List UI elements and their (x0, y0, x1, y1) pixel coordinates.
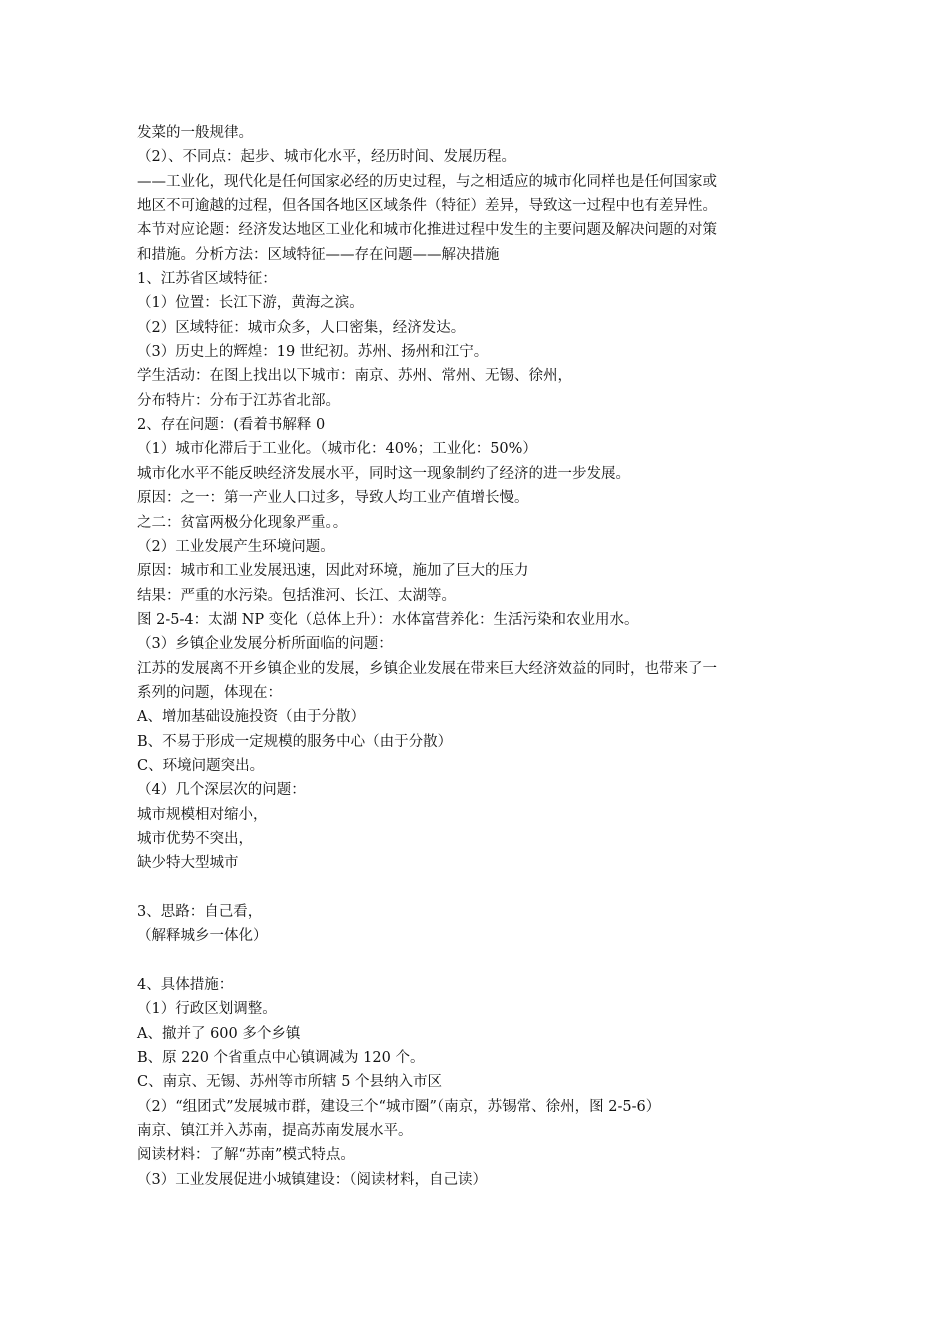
text-line: （解释城乡一体化） (137, 928, 268, 945)
text-line: （2）区域特征：城市众多，人口密集，经济发达。 (137, 319, 466, 336)
text-line: 南京、镇江并入苏南，提高苏南发展水平。 (137, 1123, 413, 1140)
text-line: （1）位置：长江下游，黄海之滨。 (137, 295, 364, 312)
text-line: （3）工业发展促进小城镇建设：（阅读材料，自己读） (137, 1171, 487, 1188)
text-line: （3）乡镇企业发展分析所面临的问题： (137, 636, 393, 653)
text-line: 阅读材料：了解“苏南”模式特点。 (137, 1147, 355, 1164)
text-line: 城市规模相对缩小， (137, 806, 268, 823)
text-line: （1）行政区划调整。 (137, 1001, 277, 1018)
text-line: C、环境问题突出。 (137, 757, 265, 774)
text-line: 原因：城市和工业发展迅速，因此对环境，施加了巨大的压力 (137, 563, 529, 580)
blank-line (137, 949, 827, 973)
text-line: 分布特片：分布于江苏省北部。 (137, 392, 340, 409)
blank-line (137, 876, 827, 900)
text-line: A、撤并了 600 多个乡镇 (137, 1025, 301, 1042)
text-line: 发菜的一般规律。 (137, 125, 253, 141)
text-line: （4）几个深层次的问题： (137, 782, 306, 799)
text-line: 之二：贫富两极分化现象严重。。 (137, 514, 348, 531)
text-line: 本节对应论题：经济发达地区工业化和城市化推进过程中发生的主要问题及解决问题的对策 (137, 222, 717, 239)
text-line: B、不易于形成一定规模的服务中心（由于分散） (137, 733, 453, 750)
text-line: 系列的问题，体现在： (137, 684, 282, 701)
text-line: （2）工业发展产生环境问题。 (137, 538, 335, 555)
text-line: 城市优势不突出， (137, 830, 253, 847)
section-heading: 3、思路：自己看， (137, 904, 263, 920)
text-line: A、增加基础设施投资（由于分散） (137, 709, 365, 726)
text-line: （2）“组团式”发展城市群，建设三个“城市圈”（南京，苏锡常、徐州，图 2-5-6） (137, 1098, 661, 1115)
text-line: 图 2-5-4：太湖 NP 变化（总体上升）：水体富营养化：生活污染和农业用水。 (137, 611, 639, 628)
text-line: （1）城市化滞后于工业化。（城市化：40%；工业化：50%） (137, 441, 537, 458)
text-line: 结果：严重的水污染。包括淮河、长江、太湖等。 (137, 587, 456, 604)
section-heading: 2、存在问题：(看着书解释 0 (137, 417, 326, 434)
text-line: 地区不可逾越的过程，但各国各地区区域条件（特征）差异，导致这一过程中也有差异性。 (137, 198, 717, 215)
text-line: C、南京、无锡、苏州等市所辖 5 个县纳入市区 (137, 1074, 443, 1091)
text-line: ——工业化，现代化是任何国家必经的历史过程，与之相适应的城市化同样也是任何国家或 (137, 173, 717, 190)
text-line: （3）历史上的辉煌：19 世纪初。苏州、扬州和江宁。 (137, 344, 489, 361)
text-line: 原因：之一：第一产业人口过多，导致人均工业产值增长慢。 (137, 490, 529, 507)
text-line: （2）、不同点：起步、城市化水平，经历时间、发展历程。 (137, 149, 516, 166)
text-line: 缺少特大型城市 (137, 855, 239, 872)
text-line: B、原 220 个省重点中心镇调减为 120 个。 (137, 1050, 425, 1067)
section-heading: 1、江苏省区域特征： (137, 271, 277, 288)
section-heading: 4、具体措施： (137, 977, 234, 994)
text-line: 和措施。分析方法：区域特征——存在问题——解决措施 (137, 246, 500, 263)
text-line: 江苏的发展离不开乡镇企业的发展，乡镇企业发展在带来巨大经济效益的同时，也带来了一 (137, 660, 717, 677)
text-line: 学生活动：在图上找出以下城市：南京、苏州、常州、无锡、徐州， (137, 368, 572, 385)
text-line: 城市化水平不能反映经济发展水平，同时这一现象制约了经济的进一步发展。 (137, 465, 630, 482)
document-body (137, 121, 827, 1192)
